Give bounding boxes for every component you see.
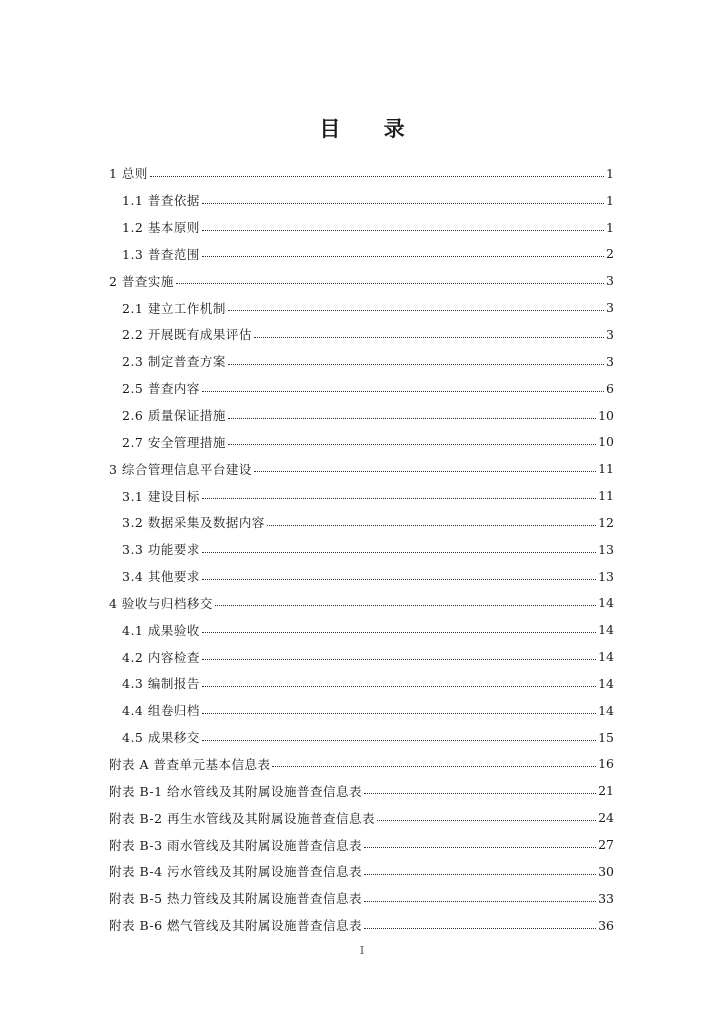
toc-entry[interactable]	[109, 831, 614, 858]
toc-entry[interactable]	[109, 885, 614, 912]
page-number: I	[359, 944, 365, 957]
table-of-contents	[109, 160, 614, 938]
toc-entry[interactable]	[109, 724, 614, 751]
page-title: 目 录	[319, 116, 423, 141]
toc-entry-label: 3.3 功能要求	[122, 542, 200, 558]
toc-entry-page: 11	[598, 488, 614, 504]
toc-entry-page: 16	[598, 756, 614, 772]
toc-entry-label: 4.3 编制报告	[122, 676, 200, 692]
toc-entry-label: 4.4 组卷归档	[122, 703, 200, 719]
toc-entry[interactable]	[109, 402, 614, 429]
toc-entry-label: 3.2 数据采集及数据内容	[122, 515, 265, 531]
toc-entry-label: 2.6 质量保证措施	[122, 408, 226, 424]
toc-entry[interactable]	[109, 241, 614, 268]
dot-leader	[364, 793, 596, 794]
toc-entry-page: 21	[598, 783, 614, 799]
toc-entry-label: 2.2 开展既有成果评估	[122, 327, 252, 343]
dot-leader	[202, 256, 604, 257]
toc-entry-page: 2	[606, 246, 614, 262]
dot-leader	[228, 418, 596, 419]
dot-leader	[202, 230, 604, 231]
dot-leader	[267, 525, 596, 526]
toc-entry-label: 2 普查实施	[109, 273, 174, 289]
toc-entry[interactable]	[109, 187, 614, 214]
toc-entry[interactable]	[109, 428, 614, 455]
dot-leader	[202, 498, 596, 499]
toc-entry[interactable]	[109, 375, 614, 402]
toc-entry-label: 附表 B-5 热力管线及其附属设施普查信息表	[109, 891, 363, 907]
toc-entry-label: 1.3 普查范围	[122, 246, 200, 262]
toc-entry-label: 1 总则	[109, 166, 148, 182]
toc-entry[interactable]	[109, 643, 614, 670]
toc-entry-page: 13	[598, 541, 614, 557]
toc-entry-page: 14	[598, 622, 614, 638]
dot-leader	[364, 874, 596, 875]
toc-entry[interactable]	[109, 697, 614, 724]
dot-leader	[364, 847, 596, 848]
toc-entry[interactable]	[109, 509, 614, 536]
toc-entry[interactable]	[109, 804, 614, 831]
dot-leader	[202, 686, 596, 687]
toc-entry-label: 4.1 成果验收	[122, 622, 200, 638]
dot-leader	[202, 391, 604, 392]
toc-entry-page: 27	[598, 837, 614, 853]
dot-leader	[364, 928, 596, 929]
toc-entry-page: 1	[606, 192, 614, 208]
toc-entry-label: 附表 B-6 燃气管线及其附属设施普查信息表	[109, 918, 363, 934]
toc-entry[interactable]	[109, 751, 614, 778]
toc-entry-page: 3	[606, 300, 614, 316]
dot-leader	[377, 820, 596, 821]
dot-leader	[364, 901, 596, 902]
dot-leader	[228, 310, 604, 311]
dot-leader	[215, 605, 596, 606]
toc-entry-page: 30	[598, 863, 614, 879]
toc-entry-label: 2.1 建立工作机制	[122, 300, 226, 316]
toc-entry[interactable]	[109, 536, 614, 563]
toc-entry[interactable]	[109, 777, 614, 804]
toc-entry-label: 4.5 成果移交	[122, 730, 200, 746]
dot-leader	[202, 203, 604, 204]
toc-entry-page: 3	[606, 273, 614, 289]
toc-entry-label: 附表 B-3 雨水管线及其附属设施普查信息表	[109, 837, 363, 853]
toc-entry[interactable]	[109, 267, 614, 294]
toc-entry-page: 14	[598, 649, 614, 665]
toc-entry-label: 附表 A 普查单元基本信息表	[109, 756, 271, 772]
toc-entry-label: 4 验收与归档移交	[109, 595, 213, 611]
toc-entry-page: 11	[598, 461, 614, 477]
dot-leader	[254, 471, 596, 472]
dot-leader	[202, 552, 596, 553]
toc-entry-page: 3	[606, 353, 614, 369]
toc-entry-label: 2.5 普查内容	[122, 381, 200, 397]
toc-entry[interactable]	[109, 348, 614, 375]
toc-entry-page: 14	[598, 702, 614, 718]
toc-entry-label: 2.7 安全管理措施	[122, 434, 226, 450]
toc-entry[interactable]	[109, 858, 614, 885]
toc-entry-label: 附表 B-4 污水管线及其附属设施普查信息表	[109, 864, 363, 880]
dot-leader	[254, 337, 604, 338]
toc-entry-page: 10	[598, 407, 614, 423]
dot-leader	[202, 632, 596, 633]
toc-entry-label: 3.4 其他要求	[122, 569, 200, 585]
dot-leader	[228, 364, 604, 365]
toc-entry[interactable]	[109, 214, 614, 241]
toc-entry-page: 24	[598, 810, 614, 826]
toc-entry-label: 4.2 内容检查	[122, 649, 200, 665]
toc-entry[interactable]	[109, 590, 614, 617]
dot-leader	[202, 659, 596, 660]
toc-entry-page: 15	[598, 729, 614, 745]
toc-entry[interactable]	[109, 321, 614, 348]
toc-entry-label: 1.1 普查依据	[122, 193, 200, 209]
toc-entry-label: 3 综合管理信息平台建设	[109, 461, 252, 477]
toc-entry-label: 1.2 基本原则	[122, 220, 200, 236]
toc-entry-page: 33	[598, 890, 614, 906]
dot-leader	[272, 766, 596, 767]
toc-entry[interactable]	[109, 670, 614, 697]
dot-leader	[202, 740, 596, 741]
toc-entry-page: 1	[606, 219, 614, 235]
dot-leader	[150, 176, 604, 177]
dot-leader	[202, 713, 596, 714]
toc-entry[interactable]	[109, 616, 614, 643]
toc-entry-page: 12	[598, 514, 614, 530]
toc-entry-page: 10	[598, 434, 614, 450]
toc-entry-page: 3	[606, 326, 614, 342]
toc-entry-page: 14	[598, 675, 614, 691]
toc-entry[interactable]	[109, 912, 614, 939]
toc-entry[interactable]	[109, 294, 614, 321]
toc-entry-page: 1	[606, 165, 614, 181]
toc-entry[interactable]	[109, 482, 614, 509]
toc-entry[interactable]	[109, 563, 614, 590]
dot-leader	[228, 444, 596, 445]
toc-entry[interactable]	[109, 160, 614, 187]
dot-leader	[176, 283, 604, 284]
dot-leader	[202, 579, 596, 580]
toc-entry-page: 6	[606, 380, 614, 396]
toc-entry-label: 3.1 建设目标	[122, 488, 200, 504]
toc-entry[interactable]	[109, 455, 614, 482]
toc-entry-page: 36	[598, 917, 614, 933]
toc-entry-label: 附表 B-2 再生水管线及其附属设施普查信息表	[109, 810, 376, 826]
toc-entry-label: 附表 B-1 给水管线及其附属设施普查信息表	[109, 783, 363, 799]
toc-entry-label: 2.3 制定普查方案	[122, 354, 226, 370]
toc-entry-page: 14	[598, 595, 614, 611]
toc-entry-page: 13	[598, 568, 614, 584]
